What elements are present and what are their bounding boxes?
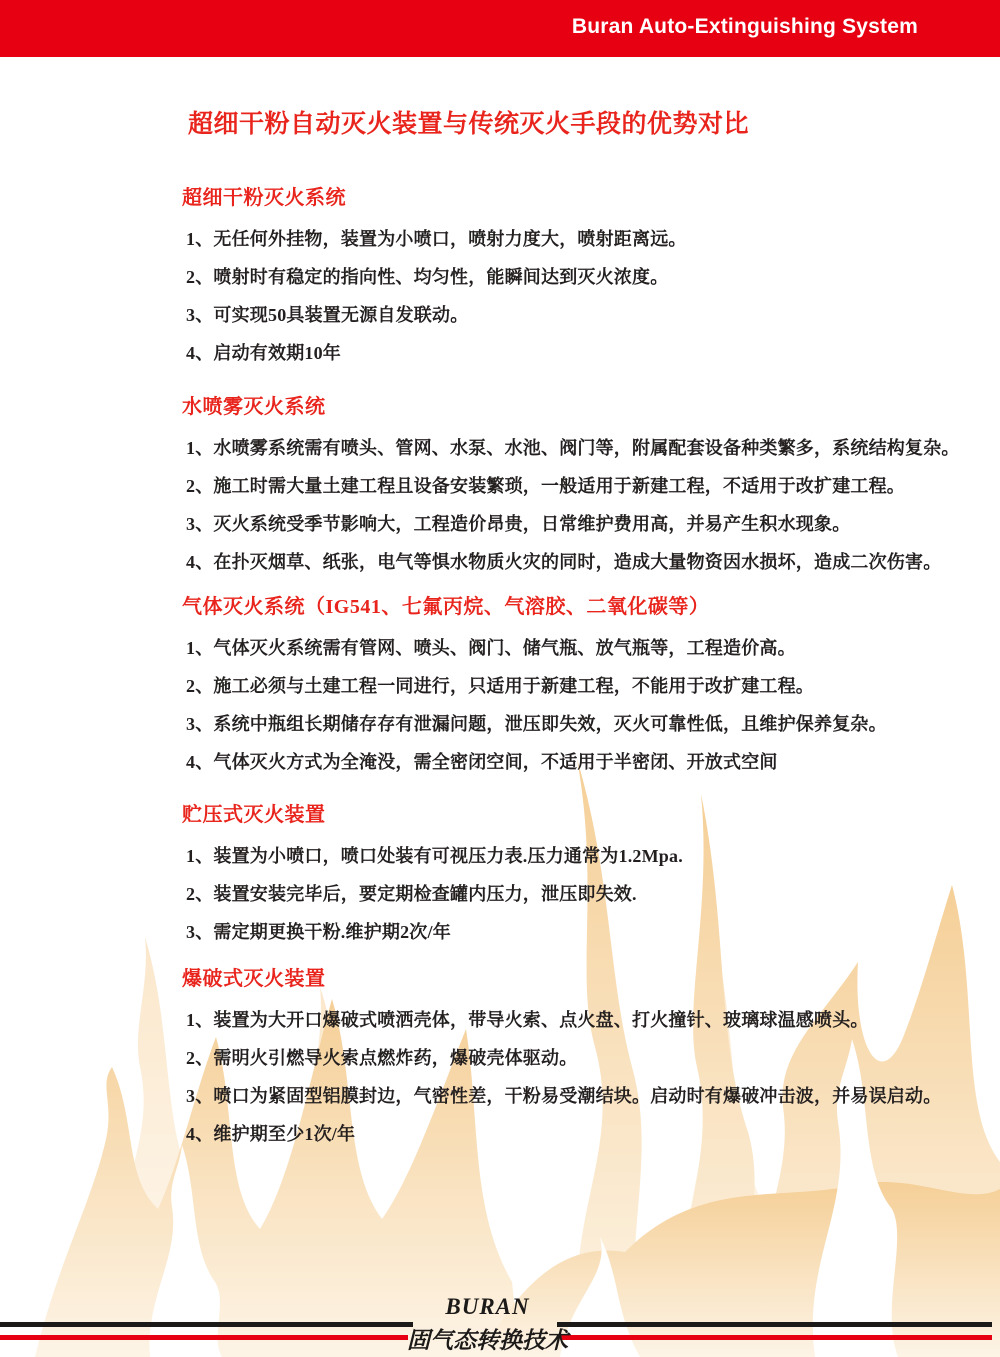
list-item: 2、施工必须与土建工程一同进行，只适用于新建工程，不能用于改扩建工程。 [186,676,814,696]
page-title: 超细干粉自动灭火装置与传统灭火手段的优势对比 [188,111,750,138]
section-heading: 爆破式灭火装置 [182,968,326,990]
footer-brand-logo: BURAN [445,1294,530,1319]
header-title: Buran Auto-Extinguishing System [571,15,918,38]
list-item: 4、在扑灭烟草、纸张，电气等惧水物质火灾的同时，造成大量物资因水损坏，造成二次伤害。 [186,552,942,572]
footer-tagline: 固气态转换技术 [407,1328,568,1353]
list-item: 2、装置安装完毕后，要定期检查罐内压力，泄压即失效. [186,884,637,904]
list-item: 3、可实现50具装置无源自发联动。 [186,305,469,325]
list-item: 1、装置为小喷口，喷口处装有可视压力表.压力通常为1.2Mpa. [186,846,683,866]
footer-rule-red-right [560,1335,992,1340]
section-heading: 贮压式灭火装置 [182,804,326,826]
list-item: 3、灭火系统受季节影响大，工程造价昂贵，日常维护费用高，并易产生积水现象。 [186,514,851,534]
section-ultrafine-dry-powder [182,186,982,372]
section-heading: 气体灭火系统（IG541、七氟丙烷、气溶胶、二氧化碳等） [182,596,710,618]
list-item: 4、气体灭火方式为全淹没，需全密闭空间，不适用于半密闭、开放式空间 [186,752,778,772]
section-water-spray [182,395,982,581]
section-heading: 水喷雾灭火系统 [182,396,326,418]
section-explosive-type [182,967,982,1153]
list-item: 2、喷射时有稳定的指向性、均匀性，能瞬间达到灭火浓度。 [186,267,669,287]
section-heading: 超细干粉灭火系统 [182,187,346,209]
section-stored-pressure [182,803,982,951]
section-gas-extinguishing [182,595,982,781]
list-item: 4、维护期至少1次/年 [186,1124,356,1144]
footer-rule-red-left [0,1335,408,1340]
list-item: 3、需定期更换干粉.维护期2次/年 [186,922,451,942]
list-item: 3、喷口为紧固型铝膜封边，气密性差，干粉易受潮结块。启动时有爆破冲击波，并易误启动。 [186,1086,942,1106]
list-item: 3、系统中瓶组长期储存存有泄漏问题，泄压即失效，灭火可靠性低，且维护保养复杂。 [186,714,887,734]
list-item: 2、施工时需大量土建工程且设备安装繁琐，一般适用于新建工程，不适用于改扩建工程。 [186,476,905,496]
footer-rule-black-right [557,1322,992,1327]
list-item: 1、气体灭火系统需有管网、喷头、阀门、储气瓶、放气瓶等，工程造价高。 [186,638,796,658]
list-item: 1、装置为大开口爆破式喷洒壳体，带导火索、点火盘、打火撞针、玻璃球温感喷头。 [186,1010,869,1030]
footer-rule-black-left [0,1322,413,1327]
header-bar [0,0,1000,57]
list-item: 1、水喷雾系统需有喷头、管网、水泵、水池、阀门等，附属配套设备种类繁多，系统结构复杂。 [186,438,960,458]
list-item: 2、需明火引燃导火索点燃炸药，爆破壳体驱动。 [186,1048,578,1068]
list-item: 1、无任何外挂物，装置为小喷口，喷射力度大，喷射距离远。 [186,229,687,249]
list-item: 4、启动有效期10年 [186,343,341,363]
